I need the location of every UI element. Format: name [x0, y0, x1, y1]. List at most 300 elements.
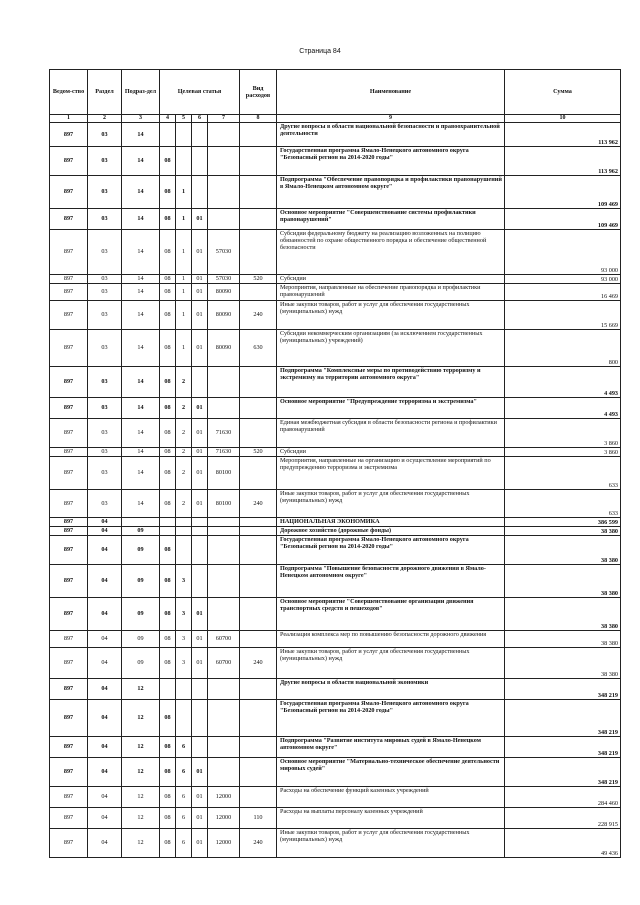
cell-cs2 — [176, 527, 192, 536]
col-header-sum: Сумма — [505, 70, 621, 115]
cell-cs2: 1 — [176, 176, 192, 209]
cell-name: Иные закупки товаров, работ и услуг для обеспечения государственных (муниципальных) нужд — [277, 829, 505, 858]
cell-podrazdel: 14 — [122, 367, 160, 398]
cell-cs1: 08 — [160, 490, 176, 518]
cell-razdel: 04 — [88, 737, 122, 758]
cell-sum: 109 469 — [505, 209, 621, 230]
cell-cs2 — [176, 536, 192, 565]
cell-podrazdel: 09 — [122, 648, 160, 679]
cell-sum: 93 000 — [505, 230, 621, 275]
cell-vedomstvo: 897 — [50, 275, 88, 284]
cell-sum: 228 915 — [505, 808, 621, 829]
cell-vedomstvo: 897 — [50, 284, 88, 301]
table-row — [50, 301, 621, 330]
cell-vedomstvo: 897 — [50, 808, 88, 829]
col-header-vedomstvo: Ведом-ство — [50, 70, 88, 115]
table-row — [50, 829, 621, 858]
cell-vedomstvo: 897 — [50, 679, 88, 700]
cell-name: Другие вопросы в области национальной экономики — [277, 679, 505, 700]
table-row — [50, 123, 621, 147]
cell-cs4: 57030 — [208, 275, 240, 284]
cell-name: Подпрограмма "Комплексные меры по противодействию терроризму и экстремизму на территории автономного округа" — [277, 367, 505, 398]
cell-vid: 240 — [240, 648, 277, 679]
cell-vid — [240, 419, 277, 448]
cell-podrazdel: 09 — [122, 527, 160, 536]
cell-sum: 4 493 — [505, 367, 621, 398]
cell-cs2: 6 — [176, 737, 192, 758]
cell-name: Основное мероприятие "Материально-техническое обеспечение деятельности мировых судей" — [277, 758, 505, 787]
cell-vid — [240, 565, 277, 598]
cell-razdel: 03 — [88, 275, 122, 284]
cell-name: Подпрограмма "Развитие института мировых судей в Ямало-Ненецком автономном округе" — [277, 737, 505, 758]
cell-cs2: 6 — [176, 808, 192, 829]
cell-cs2: 2 — [176, 367, 192, 398]
cell-vedomstvo: 897 — [50, 829, 88, 858]
col-header-podrazdel: Подраз-дел — [122, 70, 160, 115]
cell-razdel: 04 — [88, 631, 122, 648]
cell-vedomstvo: 897 — [50, 209, 88, 230]
cell-razdel: 03 — [88, 209, 122, 230]
cell-sum: 633 — [505, 490, 621, 518]
cell-cs1: 08 — [160, 419, 176, 448]
cell-cs4 — [208, 518, 240, 527]
cell-sum: 38 380 — [505, 527, 621, 536]
cell-sum: 3 860 — [505, 448, 621, 457]
budget-table — [49, 69, 621, 858]
cell-vid — [240, 176, 277, 209]
cell-cs4: 60700 — [208, 648, 240, 679]
cell-sum: 38 380 — [505, 536, 621, 565]
cell-vid — [240, 147, 277, 176]
table-row — [50, 527, 621, 536]
cell-sum: 348 219 — [505, 737, 621, 758]
col-header-razdel: Раздел — [88, 70, 122, 115]
cell-cs3: 01 — [192, 330, 208, 367]
cell-vid — [240, 679, 277, 700]
table-body — [50, 123, 621, 858]
cell-vid: 240 — [240, 829, 277, 858]
cell-cs1 — [160, 527, 176, 536]
cell-cs4 — [208, 527, 240, 536]
cell-vedomstvo: 897 — [50, 737, 88, 758]
cell-razdel: 04 — [88, 758, 122, 787]
cell-razdel: 04 — [88, 808, 122, 829]
cell-sum: 109 469 — [505, 176, 621, 209]
cell-cs2 — [176, 518, 192, 527]
cell-vid — [240, 398, 277, 419]
cell-name: Мероприятия, направленные на обеспечение правопорядка и профилактики правонарушений — [277, 284, 505, 301]
cell-cs4: 80090 — [208, 284, 240, 301]
cell-cs3: 01 — [192, 490, 208, 518]
cell-podrazdel: 12 — [122, 829, 160, 858]
cell-podrazdel: 14 — [122, 275, 160, 284]
cell-cs4 — [208, 700, 240, 737]
cell-podrazdel: 14 — [122, 123, 160, 147]
cell-cs1: 08 — [160, 284, 176, 301]
cell-razdel: 03 — [88, 398, 122, 419]
cell-name: Подпрограмма "Повышение безопасности дорожного движения в Ямало-Ненецком автономном округе" — [277, 565, 505, 598]
cell-sum: 348 219 — [505, 700, 621, 737]
cell-cs4 — [208, 679, 240, 700]
table-row — [50, 808, 621, 829]
cell-cs3: 01 — [192, 648, 208, 679]
cell-podrazdel: 12 — [122, 737, 160, 758]
cell-cs3 — [192, 565, 208, 598]
page-number: Страница 84 — [299, 48, 341, 55]
cell-sum: 348 219 — [505, 679, 621, 700]
cell-cs2: 2 — [176, 398, 192, 419]
cell-razdel: 03 — [88, 448, 122, 457]
cell-name: Субсидии — [277, 448, 505, 457]
cell-vedomstvo: 897 — [50, 536, 88, 565]
cell-podrazdel — [122, 518, 160, 527]
cell-sum: 113 962 — [505, 123, 621, 147]
cell-name: Субсидии — [277, 275, 505, 284]
table-row — [50, 565, 621, 598]
cell-podrazdel: 14 — [122, 176, 160, 209]
cell-cs2: 2 — [176, 457, 192, 490]
table-row — [50, 598, 621, 631]
cell-podrazdel: 09 — [122, 631, 160, 648]
cell-cs3 — [192, 527, 208, 536]
cell-podrazdel: 09 — [122, 565, 160, 598]
cell-name: Субсидии некоммерческим организациям (за исключением государственных (муниципальных) учреждений) — [277, 330, 505, 367]
cell-cs1: 08 — [160, 829, 176, 858]
col-number: 4 — [160, 115, 176, 123]
cell-cs3 — [192, 176, 208, 209]
cell-vid — [240, 284, 277, 301]
cell-sum: 633 — [505, 457, 621, 490]
cell-cs4: 12000 — [208, 787, 240, 808]
cell-podrazdel: 14 — [122, 147, 160, 176]
cell-podrazdel: 09 — [122, 598, 160, 631]
cell-cs2: 6 — [176, 787, 192, 808]
cell-razdel: 04 — [88, 679, 122, 700]
table-row — [50, 700, 621, 737]
cell-cs2: 3 — [176, 565, 192, 598]
cell-podrazdel: 12 — [122, 808, 160, 829]
col-number: 5 — [176, 115, 192, 123]
cell-name: Иные закупки товаров, работ и услуг для обеспечения государственных (муниципальных) нужд — [277, 301, 505, 330]
cell-cs1: 08 — [160, 330, 176, 367]
cell-cs3 — [192, 737, 208, 758]
cell-cs4 — [208, 176, 240, 209]
cell-vid — [240, 631, 277, 648]
cell-vid — [240, 123, 277, 147]
cell-name: Единая межбюджетная субсидия в области безопасности региона и профилактики правонарушений — [277, 419, 505, 448]
cell-cs2: 6 — [176, 758, 192, 787]
cell-cs1: 08 — [160, 147, 176, 176]
cell-cs2 — [176, 147, 192, 176]
cell-name: Государственная программа Ямало-Ненецкого автономного округа "Безопасный регион на 2014-2020 годы" — [277, 700, 505, 737]
col-number: 9 — [277, 115, 505, 123]
col-header-name: Наименование — [277, 70, 505, 115]
cell-vedomstvo: 897 — [50, 367, 88, 398]
cell-vid: 630 — [240, 330, 277, 367]
cell-sum: 4 493 — [505, 398, 621, 419]
cell-cs1: 08 — [160, 209, 176, 230]
table-row — [50, 176, 621, 209]
cell-vid — [240, 536, 277, 565]
cell-cs4 — [208, 565, 240, 598]
cell-cs3: 01 — [192, 787, 208, 808]
cell-cs2 — [176, 123, 192, 147]
table-row — [50, 147, 621, 176]
cell-cs3: 01 — [192, 209, 208, 230]
col-number: 2 — [88, 115, 122, 123]
table-row — [50, 230, 621, 275]
cell-cs1: 08 — [160, 700, 176, 737]
cell-cs4: 80090 — [208, 301, 240, 330]
cell-razdel: 03 — [88, 301, 122, 330]
cell-cs2: 3 — [176, 631, 192, 648]
cell-name: Основное мероприятие "Совершенствование организации движения транспортных средств и пешеходов" — [277, 598, 505, 631]
cell-cs4 — [208, 536, 240, 565]
cell-cs1: 08 — [160, 808, 176, 829]
cell-cs2: 2 — [176, 419, 192, 448]
cell-cs2: 1 — [176, 275, 192, 284]
cell-vid — [240, 598, 277, 631]
cell-cs4 — [208, 147, 240, 176]
cell-cs1: 08 — [160, 787, 176, 808]
cell-cs2: 6 — [176, 829, 192, 858]
cell-name: Другие вопросы в области национальной безопасности и правоохранительной деятельности — [277, 123, 505, 147]
cell-cs1: 08 — [160, 301, 176, 330]
cell-cs3 — [192, 536, 208, 565]
cell-cs4 — [208, 367, 240, 398]
cell-vid: 110 — [240, 808, 277, 829]
cell-cs3: 01 — [192, 230, 208, 275]
table-row — [50, 490, 621, 518]
cell-name: Подпрограмма "Обеспечение правопорядка и профилактики правонарушений в Ямало-Ненецком автономном округе" — [277, 176, 505, 209]
col-number: 8 — [240, 115, 277, 123]
cell-sum: 15 669 — [505, 301, 621, 330]
cell-razdel: 04 — [88, 518, 122, 527]
cell-cs3: 01 — [192, 398, 208, 419]
cell-podrazdel: 12 — [122, 758, 160, 787]
cell-podrazdel: 14 — [122, 457, 160, 490]
cell-podrazdel: 14 — [122, 490, 160, 518]
table-row — [50, 284, 621, 301]
col-number: 6 — [192, 115, 208, 123]
cell-cs3: 01 — [192, 448, 208, 457]
cell-vedomstvo: 897 — [50, 700, 88, 737]
cell-sum: 800 — [505, 330, 621, 367]
table-row — [50, 448, 621, 457]
cell-cs2 — [176, 700, 192, 737]
cell-podrazdel: 12 — [122, 700, 160, 737]
cell-cs3: 01 — [192, 631, 208, 648]
cell-razdel: 03 — [88, 147, 122, 176]
cell-razdel: 03 — [88, 176, 122, 209]
cell-cs2: 1 — [176, 330, 192, 367]
cell-name: Расходы на обеспечение функций казенных учреждений — [277, 787, 505, 808]
cell-cs3: 01 — [192, 419, 208, 448]
cell-razdel: 04 — [88, 565, 122, 598]
cell-razdel: 03 — [88, 230, 122, 275]
cell-cs1: 08 — [160, 648, 176, 679]
cell-cs3: 01 — [192, 284, 208, 301]
cell-vid — [240, 367, 277, 398]
cell-cs1: 08 — [160, 230, 176, 275]
cell-podrazdel: 12 — [122, 679, 160, 700]
cell-vedomstvo: 897 — [50, 598, 88, 631]
cell-razdel: 04 — [88, 700, 122, 737]
table-row — [50, 758, 621, 787]
cell-vedomstvo: 897 — [50, 176, 88, 209]
cell-cs3: 01 — [192, 598, 208, 631]
cell-vedomstvo: 897 — [50, 758, 88, 787]
cell-cs2: 3 — [176, 648, 192, 679]
cell-sum: 38 380 — [505, 631, 621, 648]
cell-razdel: 04 — [88, 536, 122, 565]
cell-podrazdel: 12 — [122, 787, 160, 808]
col-number: 1 — [50, 115, 88, 123]
cell-cs1: 08 — [160, 598, 176, 631]
cell-vedomstvo: 897 — [50, 490, 88, 518]
cell-vedomstvo: 897 — [50, 301, 88, 330]
table-row — [50, 209, 621, 230]
cell-cs4 — [208, 737, 240, 758]
cell-cs2: 3 — [176, 598, 192, 631]
table-row — [50, 275, 621, 284]
cell-cs1: 08 — [160, 737, 176, 758]
cell-cs4: 12000 — [208, 808, 240, 829]
cell-cs1: 08 — [160, 536, 176, 565]
table-row — [50, 419, 621, 448]
cell-vedomstvo: 897 — [50, 518, 88, 527]
cell-cs4: 80100 — [208, 490, 240, 518]
cell-vedomstvo: 897 — [50, 419, 88, 448]
cell-cs3 — [192, 679, 208, 700]
cell-cs1: 08 — [160, 448, 176, 457]
cell-cs1 — [160, 123, 176, 147]
cell-cs4 — [208, 398, 240, 419]
cell-vid — [240, 758, 277, 787]
cell-cs3: 01 — [192, 808, 208, 829]
cell-podrazdel: 14 — [122, 419, 160, 448]
cell-vid: 240 — [240, 301, 277, 330]
cell-podrazdel: 14 — [122, 330, 160, 367]
cell-vid — [240, 457, 277, 490]
cell-name: Иные закупки товаров, работ и услуг для обеспечения государственных (муниципальных) нужд — [277, 490, 505, 518]
cell-razdel: 03 — [88, 284, 122, 301]
cell-name: Мероприятия, направленные на организацию и осуществление мероприятий по предупреждению терроризма и экстремизма — [277, 457, 505, 490]
cell-sum: 348 219 — [505, 758, 621, 787]
cell-sum: 38 380 — [505, 648, 621, 679]
cell-cs3 — [192, 123, 208, 147]
table-row — [50, 330, 621, 367]
cell-sum: 284 460 — [505, 787, 621, 808]
cell-cs2: 2 — [176, 448, 192, 457]
cell-name: Иные закупки товаров, работ и услуг для обеспечения государственных (муниципальных) нужд — [277, 648, 505, 679]
cell-sum: 16 469 — [505, 284, 621, 301]
cell-razdel: 03 — [88, 123, 122, 147]
table-row — [50, 679, 621, 700]
cell-name: Дорожное хозяйство (дорожные фонды) — [277, 527, 505, 536]
cell-name: Государственная программа Ямало-Ненецкого автономного округа "Безопасный регион на 2014-2020 годы" — [277, 536, 505, 565]
cell-cs3 — [192, 700, 208, 737]
cell-vedomstvo: 897 — [50, 123, 88, 147]
table-row — [50, 737, 621, 758]
cell-cs4: 71630 — [208, 448, 240, 457]
cell-vedomstvo: 897 — [50, 448, 88, 457]
cell-cs4: 80090 — [208, 330, 240, 367]
cell-cs4: 71630 — [208, 419, 240, 448]
cell-podrazdel: 14 — [122, 209, 160, 230]
cell-vedomstvo: 897 — [50, 565, 88, 598]
cell-cs4 — [208, 209, 240, 230]
cell-vedomstvo: 897 — [50, 147, 88, 176]
cell-cs2 — [176, 679, 192, 700]
cell-vid: 240 — [240, 490, 277, 518]
cell-vid — [240, 737, 277, 758]
col-header-vid: Вид расходов — [240, 70, 277, 115]
column-number-row — [50, 115, 621, 123]
cell-sum: 38 380 — [505, 565, 621, 598]
cell-vedomstvo: 897 — [50, 787, 88, 808]
cell-vedomstvo: 897 — [50, 230, 88, 275]
cell-cs3 — [192, 367, 208, 398]
cell-sum: 386 599 — [505, 518, 621, 527]
cell-cs4: 80100 — [208, 457, 240, 490]
cell-cs3: 01 — [192, 275, 208, 284]
cell-cs1: 08 — [160, 275, 176, 284]
table-row — [50, 518, 621, 527]
cell-podrazdel: 14 — [122, 398, 160, 419]
cell-vid — [240, 700, 277, 737]
cell-razdel: 03 — [88, 330, 122, 367]
cell-cs3 — [192, 147, 208, 176]
cell-vid — [240, 518, 277, 527]
cell-vedomstvo: 897 — [50, 398, 88, 419]
table-row — [50, 631, 621, 648]
cell-cs1 — [160, 518, 176, 527]
cell-vid: 520 — [240, 448, 277, 457]
cell-razdel: 04 — [88, 598, 122, 631]
cell-vid — [240, 209, 277, 230]
cell-vedomstvo: 897 — [50, 330, 88, 367]
cell-cs2: 1 — [176, 209, 192, 230]
cell-cs1: 08 — [160, 398, 176, 419]
col-number: 7 — [208, 115, 240, 123]
cell-vid — [240, 527, 277, 536]
table-row — [50, 787, 621, 808]
cell-cs3: 01 — [192, 301, 208, 330]
cell-razdel: 04 — [88, 787, 122, 808]
cell-name: Государственная программа Ямало-Ненецкого автономного округа "Безопасный регион на 2014-2020 годы" — [277, 147, 505, 176]
cell-razdel: 04 — [88, 648, 122, 679]
cell-cs4 — [208, 123, 240, 147]
cell-name: Субсидии федеральному бюджету на реализацию возложенных на полицию обязанностей по охране общественного порядка и обеспечение общественной безопасности — [277, 230, 505, 275]
cell-cs1: 08 — [160, 565, 176, 598]
cell-sum: 93 000 — [505, 275, 621, 284]
col-number: 10 — [505, 115, 621, 123]
cell-podrazdel: 14 — [122, 230, 160, 275]
header-row — [50, 70, 621, 115]
col-number: 3 — [122, 115, 160, 123]
cell-razdel: 03 — [88, 419, 122, 448]
cell-podrazdel: 14 — [122, 301, 160, 330]
cell-name: Основное мероприятие "Совершенствование системы профилактики правонарушений" — [277, 209, 505, 230]
cell-cs4: 12000 — [208, 829, 240, 858]
table-row — [50, 536, 621, 565]
cell-cs1: 08 — [160, 758, 176, 787]
cell-cs3: 01 — [192, 457, 208, 490]
cell-vid — [240, 787, 277, 808]
table-row — [50, 398, 621, 419]
cell-cs2: 2 — [176, 490, 192, 518]
